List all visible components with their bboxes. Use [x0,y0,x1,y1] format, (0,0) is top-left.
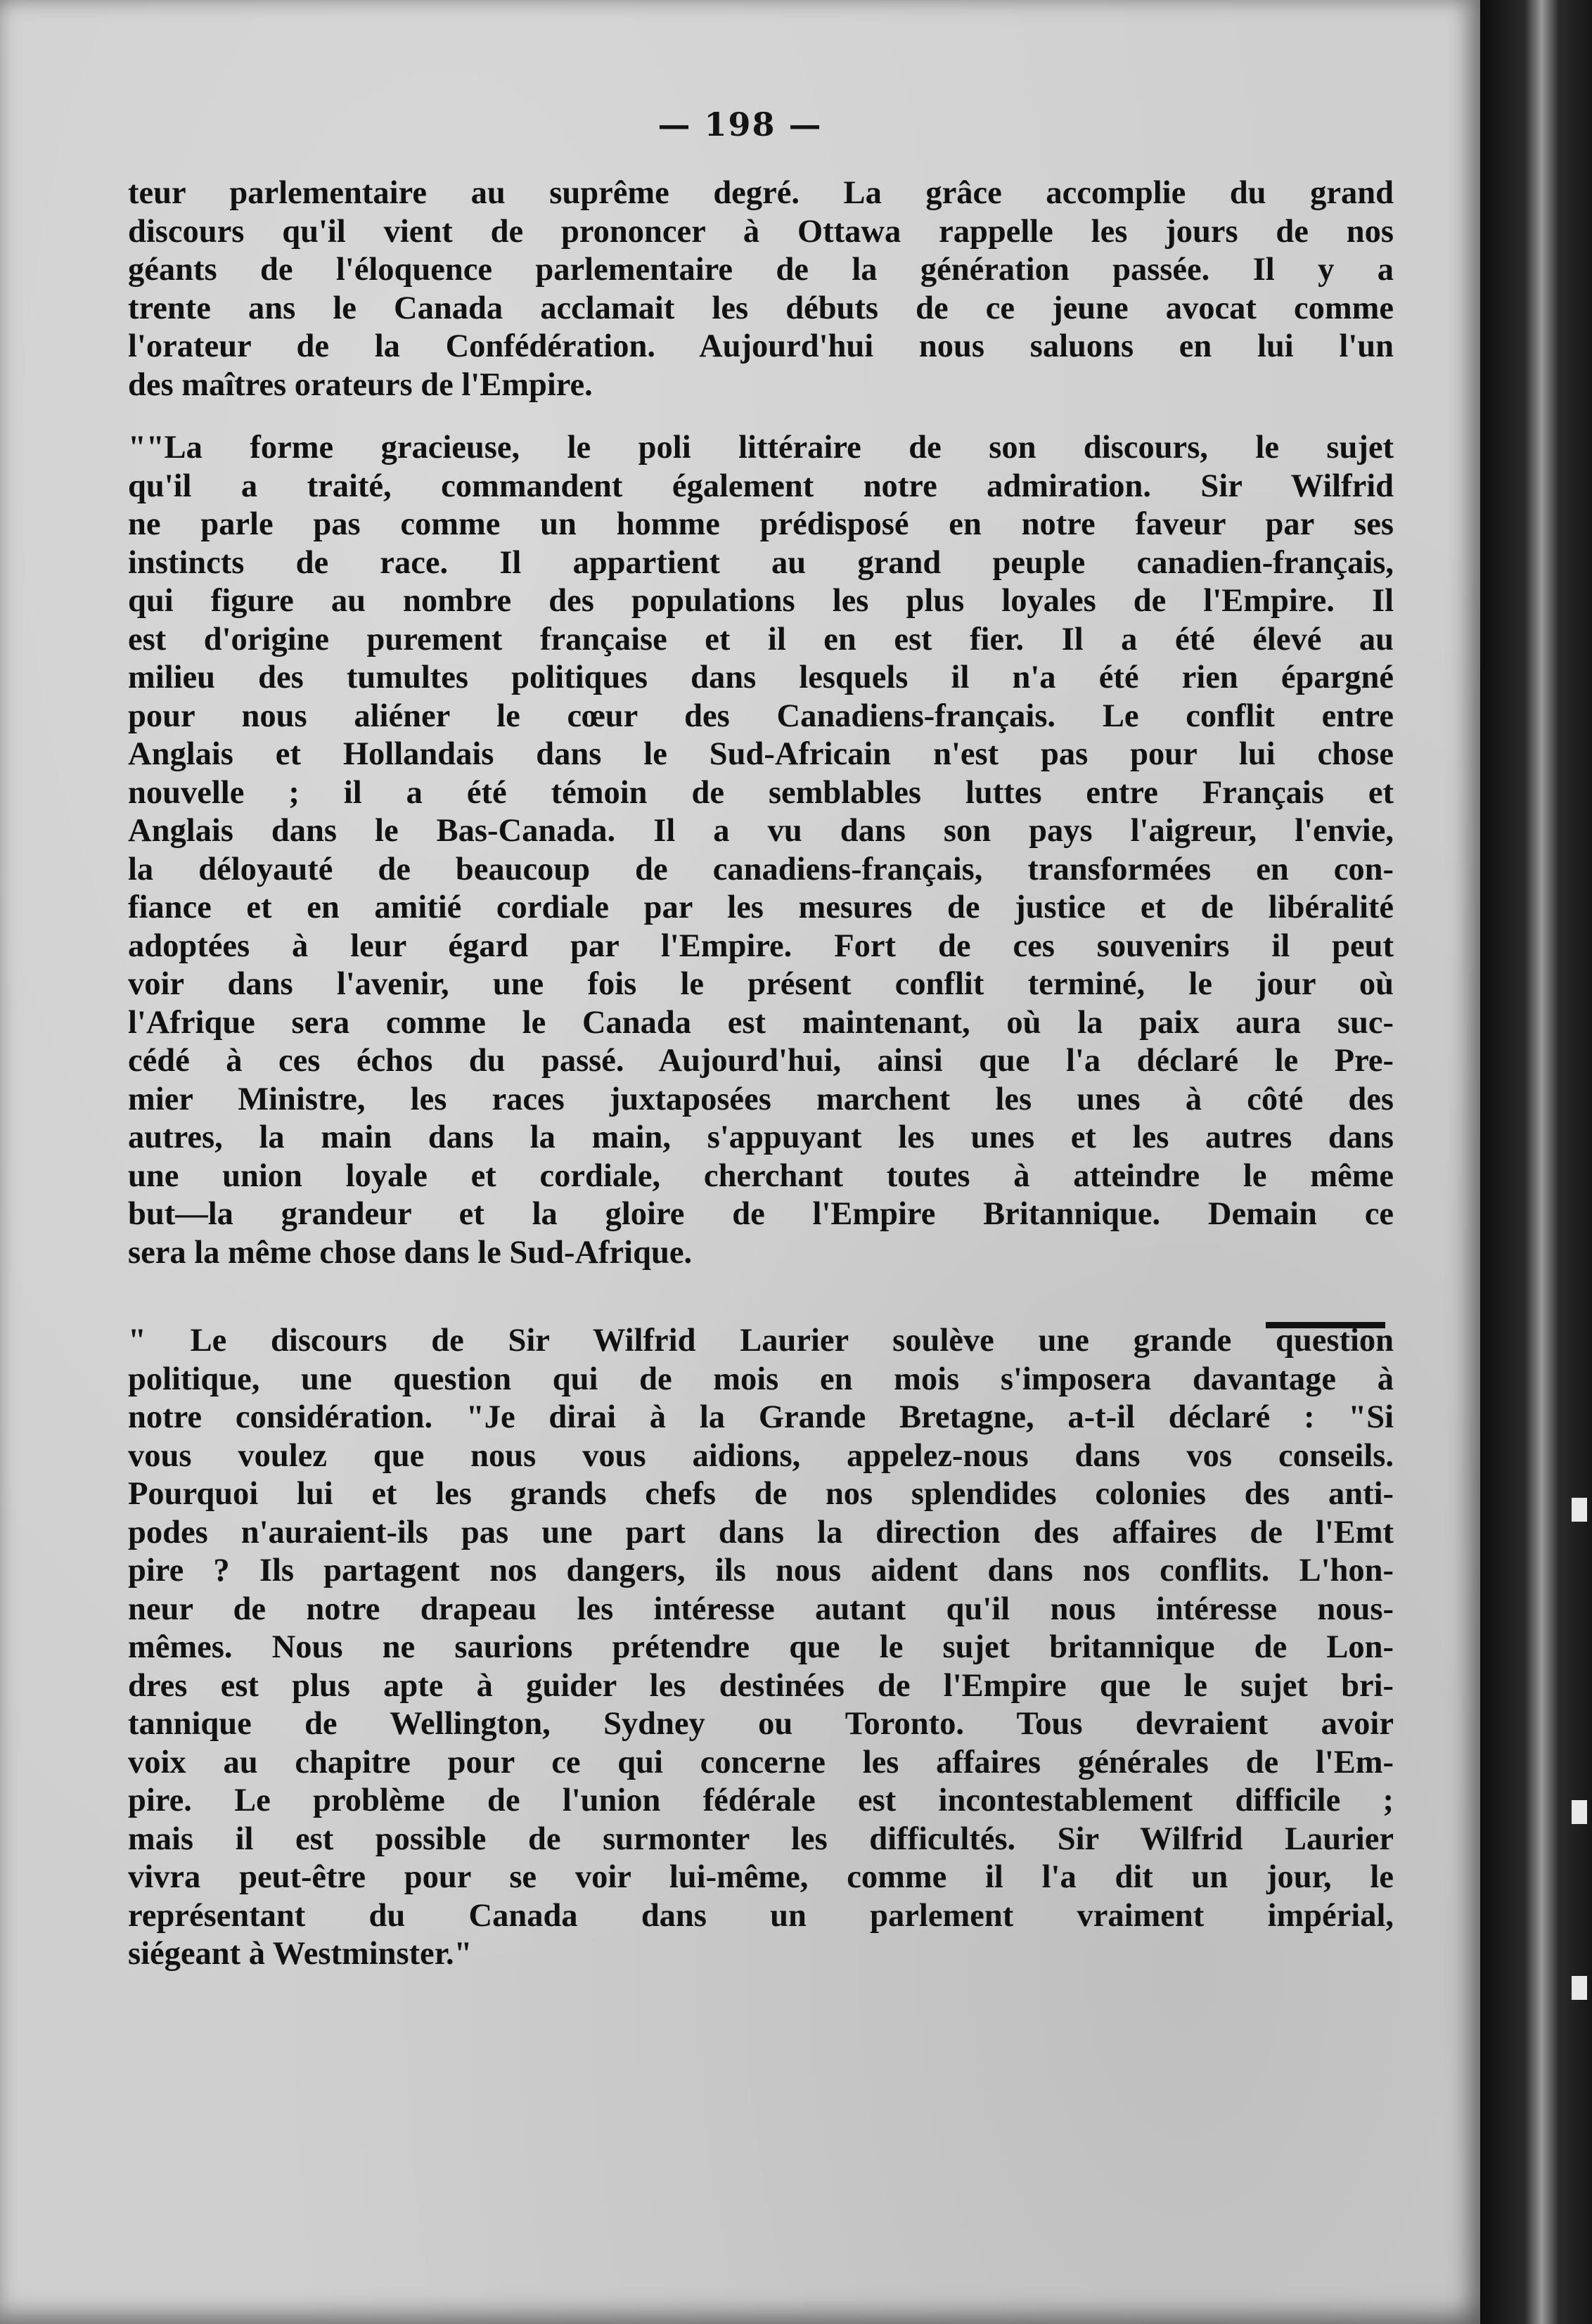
text-line: podes n'auraient-ils pas une part dans la direction des affaires de l'Emt [128,1514,1394,1551]
text-line: l'orateur de la Confédération. Aujourd'hui nous saluons en lui l'un [128,328,1394,364]
text-line: ne parle pas comme un homme prédisposé en notre faveur par ses [128,506,1394,542]
text-line: discours qu'il vient de prononcer à Ottawa rappelle les jours de nos [128,213,1394,250]
text-line: tannique de Wellington, Sydney ou Toronto. Tous devraient avoir [128,1706,1394,1742]
text-line: mier Ministre, les races juxtaposées marchent les unes à côté des [128,1081,1394,1117]
text-line: mais il est possible de surmonter les difficultés. Sir Wilfrid Laurier [128,1821,1394,1857]
text-line: sera la même chose dans le Sud-Afrique. [128,1234,693,1271]
edge-speck [1572,1800,1587,1824]
text-line: pire ? Ils partagent nos dangers, ils nous aident dans nos conflits. L'hon- [128,1553,1394,1588]
text-line: représentant du Canada dans un parlement vraiment impérial, [128,1897,1394,1934]
text-line: politique, une question qui de mois en mois s'imposera davantage à [128,1361,1394,1397]
adjacent-page-edge [1480,0,1592,2324]
text-line: l'Afrique sera comme le Canada est maintenant, où la paix aura suc- [128,1004,1394,1041]
text-line: notre considération. "Je dirai à la Grande Bretagne, a-t-il déclaré : "Si [128,1399,1394,1435]
edge-speck [1572,1976,1587,2000]
text-line: cédé à ces échos du passé. Aujourd'hui, ainsi que l'a déclaré le Pre- [128,1043,1394,1079]
text-line: la déloyauté de beaucoup de canadiens-français, transformées en con- [128,851,1394,887]
text-line: voir dans l'avenir, une fois le présent conflit terminé, le jour où [128,966,1394,1002]
text-line: voix au chapitre pour ce qui concerne les affaires générales de l'Em- [128,1744,1394,1780]
text-line: qu'il a traité, commandent également notre admiration. Sir Wilfrid [128,468,1394,504]
text-line: adoptées à leur égard par l'Empire. Fort de ces souvenirs il peut [128,927,1394,964]
text-line: autres, la main dans la main, s'appuyant les unes et les autres dans [128,1119,1394,1155]
text-line: est d'origine purement française et il en est fier. Il a été élevé au [128,621,1394,657]
text-line: Anglais dans le Bas-Canada. Il a vu dans son pays l'aigreur, l'envie, [128,813,1394,849]
text-line: pour nous aliéner le cœur des Canadiens-français. Le conflit entre [128,698,1394,734]
text-line: milieu des tumultes politiques dans lesquels il n'a été rien épargné [128,660,1394,695]
text-line: but—la grandeur et la gloire de l'Empire Britannique. Demain ce [128,1196,1394,1232]
text-line: nouvelle ; il a été témoin de semblables luttes entre Français et [128,774,1394,811]
text-line: trente ans le Canada acclamait les débuts de ce jeune avocat comme [128,290,1394,326]
text-line: ""La forme gracieuse, le poli littéraire de son discours, le sujet [128,430,1394,466]
edge-speck [1572,1498,1587,1522]
text-line: fiance et en amitié cordiale par les mesures de justice et de libéralité [128,890,1394,925]
text-line: siégeant à Westminster." [128,1936,473,1972]
text-line: " Le discours de Sir Wilfrid Laurier soulève une grande question [128,1323,1394,1359]
text-line: une union loyale et cordiale, cherchant toutes à atteindre le même [128,1157,1394,1194]
text-line: dres est plus apte à guider les destinées de l'Empire que le sujet bri- [128,1667,1394,1704]
text-line: vous voulez que nous vous aidions, appelez-nous dans vos conseils. [128,1437,1394,1474]
text-line: pire. Le problème de l'union fédérale est incontestablement difficile ; [128,1783,1394,1818]
text-line: des maîtres orateurs de l'Empire. [128,366,593,403]
text-line: qui figure au nombre des populations les plus loyales de l'Empire. Il [128,583,1394,619]
text-line: vivra peut-être pour se voir lui-même, comme il l'a dit un jour, le [128,1859,1394,1895]
text-line: teur parlementaire au suprême degré. La grâce accomplie du grand [128,175,1394,211]
text-line: Pourquoi lui et les grands chefs de nos splendides colonies des anti- [128,1476,1394,1512]
text-line: géants de l'éloquence parlementaire de la génération passée. Il y a [128,252,1394,288]
page-number: — 198 — [657,105,823,143]
text-line: Anglais et Hollandais dans le Sud-Africain n'est pas pour lui chose [128,736,1394,772]
paragraph-2 [128,429,1394,1272]
text-line: instincts de race. Il appartient au grand peuple canadien-français, [128,544,1394,581]
text-line: neur de notre drapeau les intéresse autant qu'il nous intéresse nous- [128,1591,1394,1627]
text-line: mêmes. Nous ne saurions prétendre que le sujet britannique de Lon- [128,1629,1394,1665]
paragraph-1 [128,174,1394,404]
paragraph-3 [128,1322,1394,1974]
